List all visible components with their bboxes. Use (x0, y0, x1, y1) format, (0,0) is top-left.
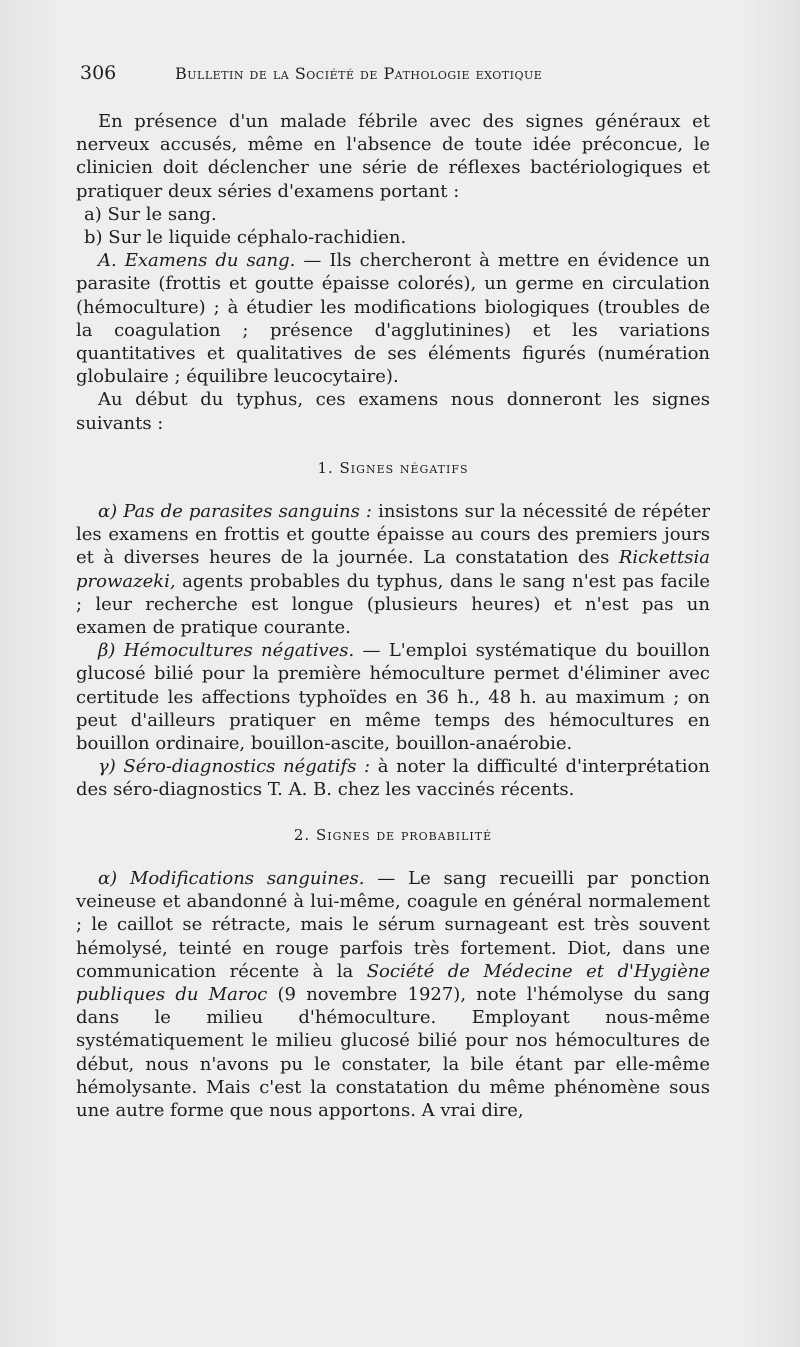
gamma-title: γ) Séro-diagnostics négatifs : (98, 756, 371, 778)
page-header (80, 62, 720, 90)
list-item-a: a) Sur le sang. (84, 203, 217, 225)
alpha-species: Rickettsia prowazeki, (76, 547, 710, 592)
exam-blood-title: A. Examens du sang. (98, 250, 296, 272)
gamma-paragraph-serodiagnostics (76, 755, 710, 801)
list-item-b: b) Sur le liquide céphalo-rachidien. (84, 227, 407, 249)
alpha2-text-2: (9 novembre 1927), note l'hémolyse du sang dans le milieu d'hémoculture. Employant nous-même systématiquement le milieu glucosé bilié pour nos hémocultures de début, nous n'avons pu le constater, la bile étant par elle-même hémolysante. Mais c'est la constatation du même phénomène sous une autre forme que nous apportons. A vrai dire, (76, 983, 710, 1121)
section-heading-negative-signs: 1. Signes négatifs (317, 458, 469, 477)
alpha-paragraph-parasites (76, 500, 710, 639)
beta-paragraph-hemocultures (76, 639, 710, 755)
intro-paragraph: En présence d'un malade fébrile avec des signes généraux et nerveux accusés, même en l'absence de toute idée préconcue, le clinicien doit déclencher une série de réflexes bactériologiques et pratiquer deux séries d'examens portant : (76, 111, 710, 202)
running-title: Bulletin de la Société de Pathologie exotique (175, 64, 543, 83)
alpha-title: α) Pas de parasites sanguins : (98, 501, 372, 523)
page-number: 306 (80, 62, 117, 84)
debut-paragraph: Au début du typhus, ces examens nous donneront les signes suivants : (76, 389, 710, 434)
alpha2-text: — Le sang recueilli par ponction veineuse et abandonné à lui-même, coagule en général normalement ; le caillot se rétracte, mais le sérum surnageant est très souvent hémolysé, teinté en rouge parfois très fortement. Diot, dans une communication récente à la (76, 867, 710, 982)
alpha2-society: Société de Médecine et d'Hygiène publiques du Maroc (76, 960, 710, 1005)
exam-blood-paragraph (76, 249, 710, 388)
gamma-text: à noter la difficulté d'interprétation des séro-diagnostics T. A. B. chez les vaccinés récents. (76, 756, 710, 801)
beta-title: β) Hémocultures négatives. (98, 640, 355, 662)
body-text (76, 110, 710, 1122)
section-heading-probability-signs: 2. Signes de probabilité (293, 825, 493, 844)
alpha-text: insistons sur la nécessité de répéter les examens en frottis et goutte épaisse au cours des premiers jours et à diverses heures de la journée. La constatation des (76, 501, 710, 569)
alpha2-title: α) Modifications sanguines. (98, 867, 365, 889)
beta-text: — L'emploi systématique du bouillon glucosé bilié pour la première hémoculture permet d'éliminer avec certitude les affections typhoïdes en 36 h., 48 h. au maximum ; on peut d'ailleurs pratiquer en même temps des hémocultures en bouillon ordinaire, bouillon-ascite, bouillon-anaérobie. (76, 640, 710, 755)
alpha-text-2: agents probables du typhus, dans le sang n'est pas facile ; leur recherche est longue (plusieurs heures) et n'est pas un examen de pratique courante. (76, 570, 710, 639)
exam-blood-text: — Ils chercheront à mettre en évidence un parasite (frottis et goutte épaisse colorés), un germe en circulation (hémoculture) ; à étudier les modifications biologiques (troubles de la coagulation ; présence d'agglutinines) et les variations quantitatives et qualitatives de ses éléments figurés (numération globulaire ; équilibre leucocytaire). (76, 250, 710, 388)
alpha-paragraph-blood-modifications (76, 867, 710, 1122)
